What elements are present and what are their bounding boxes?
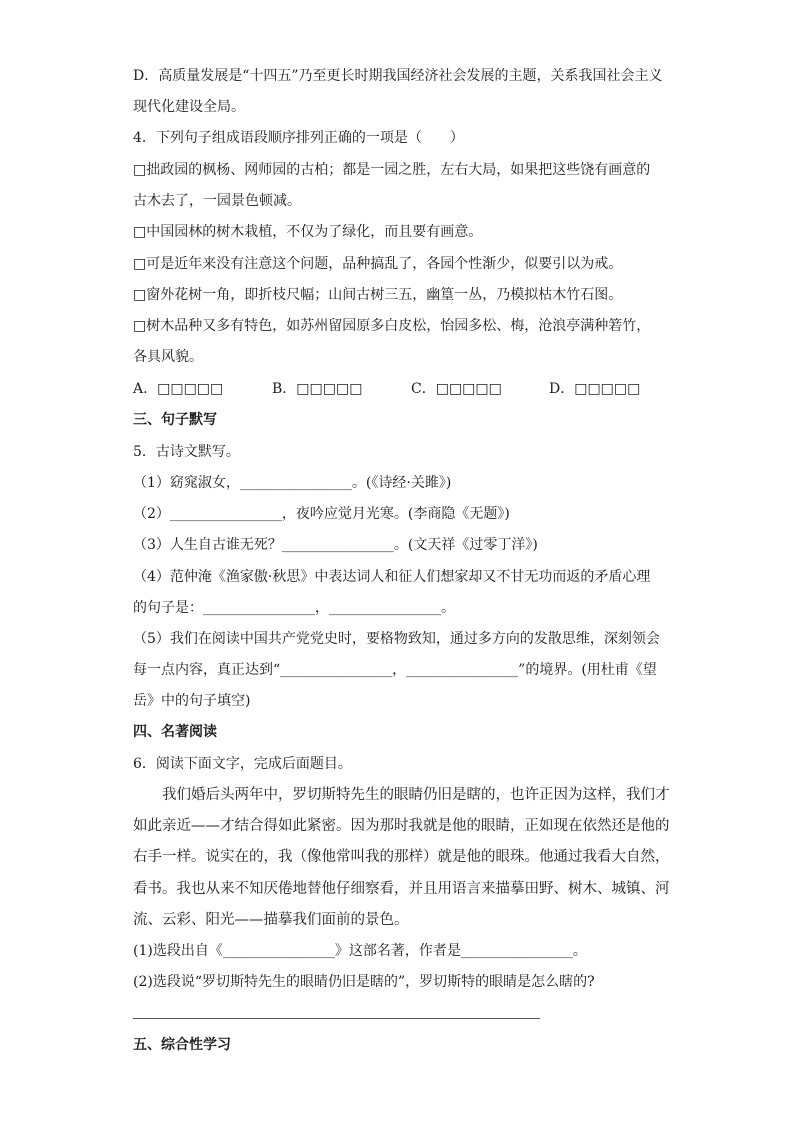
question-5-5-line-3: 岳》中的句子填空) bbox=[133, 693, 251, 709]
passage-line-3: 右手一样。说实在的，我（像他常叫我的那样）就是他的眼珠。他通过我看大自然， bbox=[133, 849, 670, 865]
question-6-2: (2)选段说“罗切斯特先生的眼睛仍旧是瞎的”，罗切斯特的眼睛是怎么瞎的? bbox=[133, 974, 595, 990]
sentence-2: □中国园林的树木栽植，不仅为了绿化，而且要有画意。 bbox=[133, 224, 483, 240]
option-d-line-1: D．高质量发展是“十四五”乃至更长时期我国经济社会发展的主题，关系我国社会主义 bbox=[133, 68, 663, 84]
question-4-stem: 4．下列句子组成语段顺序排列正确的一项是（ ） bbox=[133, 130, 464, 146]
question-5-stem: 5．古诗文默写。 bbox=[133, 444, 240, 460]
question-5-5-line-2: 每一点内容，真正达到“________________，________________”的境界。(用杜甫《望 bbox=[133, 662, 657, 678]
choice-d[interactable]: D．□□□□□ bbox=[549, 381, 641, 397]
question-5-4-line-1: （4）范仲淹《渔家傲·秋思》中表达词人和征人们想家却又不甘无功而返的矛盾心理 bbox=[133, 569, 651, 585]
sentence-5-line-2: 各具风貌。 bbox=[133, 349, 203, 365]
question-6-1: (1)选段出自《________________》这部名著，作者是________________。 bbox=[133, 943, 587, 959]
passage-line-2: 如此亲近——才结合得如此紧密。因为那时我就是他的眼睛，正如现在依然还是他的 bbox=[133, 818, 670, 834]
sentence-1-line-2: 古木去了，一园景色顿减。 bbox=[133, 193, 301, 209]
sentence-3: □可是近年来没有注意这个问题，品种搞乱了，各园个性渐少，似要引以为戒。 bbox=[133, 256, 623, 272]
sentence-4: □窗外花树一角，即折枝尺幅；山间古树三五，幽篁一丛，乃模拟枯木竹石图。 bbox=[133, 287, 623, 303]
option-d-line-2: 现代化建设全局。 bbox=[133, 99, 245, 115]
sentence-1-line-1: □拙政园的枫杨、网师园的古柏；都是一园之胜，左右大局，如果把这些饶有画意的 bbox=[133, 162, 651, 178]
answer-line[interactable] bbox=[133, 1018, 540, 1019]
sentence-5-line-1: □树木品种又多有特色，如苏州留园原多白皮松，怡园多松、梅，沧浪亭满种箬竹， bbox=[133, 318, 651, 334]
passage-line-4: 看书。我也从来不知厌倦地替他仔细察看，并且用语言来描摹田野、树木、城镇、河 bbox=[133, 881, 670, 897]
question-5-5-line-1: （5）我们在阅读中国共产党党史时，要格物致知，通过多方向的发散思维，深刻领会 bbox=[133, 631, 660, 647]
section-5-heading: 五、综合性学习 bbox=[133, 1037, 231, 1053]
choice-a[interactable]: A．□□□□□ bbox=[133, 381, 224, 397]
choice-c[interactable]: C．□□□□□ bbox=[411, 381, 502, 397]
question-5-3: （3）人生自古谁无死？________________。(文天祥《过零丁洋》) bbox=[133, 537, 538, 553]
question-5-4-line-2: 的句子是：________________，________________。 bbox=[133, 600, 455, 616]
section-4-heading: 四、名著阅读 bbox=[133, 724, 217, 740]
passage-line-5: 流、云彩、阳光——描摹我们面前的景色。 bbox=[133, 912, 409, 928]
question-5-1: （1）窈窕淑女，________________。(《诗经·关雎》) bbox=[133, 475, 452, 491]
question-6-stem: 6．阅读下面文字，完成后面题目。 bbox=[133, 756, 352, 772]
section-3-heading: 三、句子默写 bbox=[133, 412, 217, 428]
choice-b[interactable]: B．□□□□□ bbox=[272, 381, 363, 397]
question-5-2: （2）________________，夜吟应觉月光寒。(李商隐《无题》) bbox=[133, 506, 510, 522]
passage-line-1: 我们婚后头两年中，罗切斯特先生的眼睛仍旧是瞎的，也许正因为这样，我们才 bbox=[162, 787, 670, 803]
